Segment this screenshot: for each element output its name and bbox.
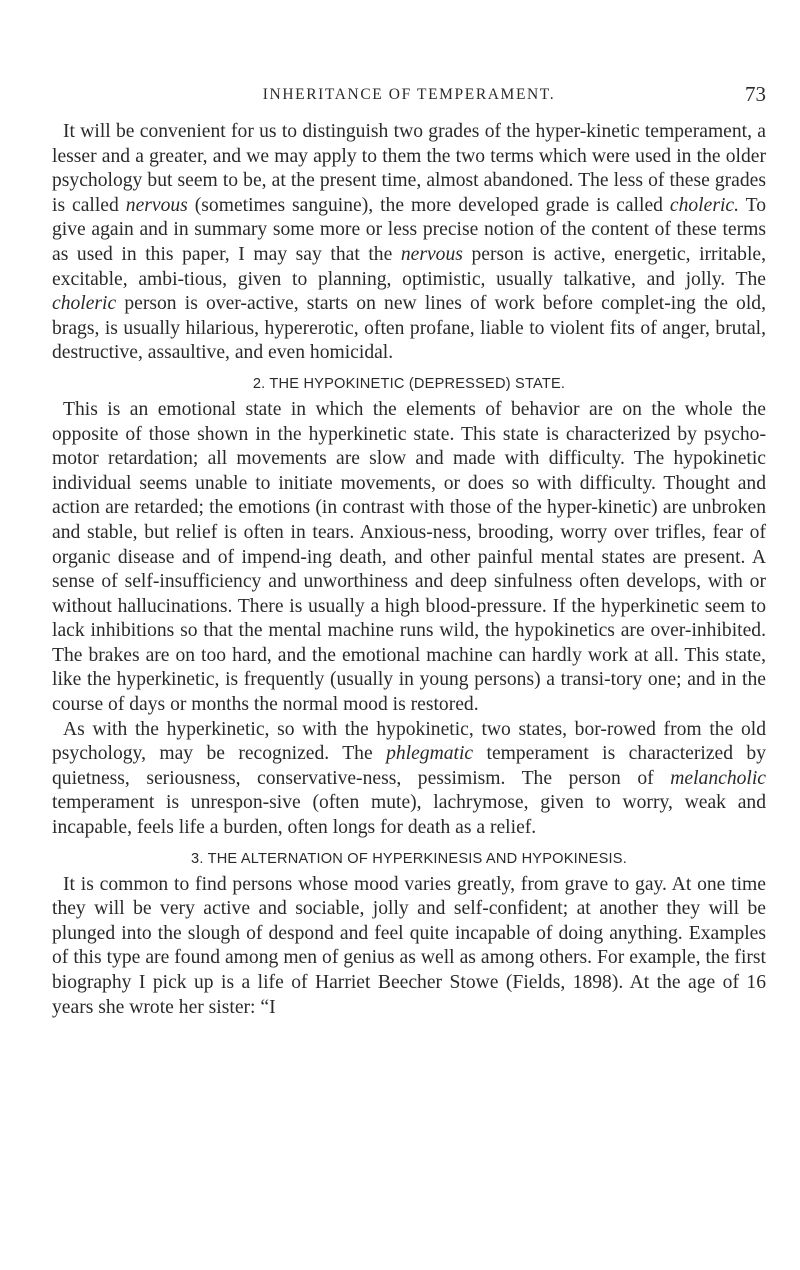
section-heading-alternation: 3. THE ALTERNATION OF HYPERKINESIS AND HYPOKINESIS. bbox=[191, 850, 627, 867]
page-number: 73 bbox=[745, 82, 766, 106]
text-span: (sometimes sanguine), the more developed grade is called bbox=[187, 194, 670, 216]
italic-term-nervous: nervous bbox=[400, 243, 463, 265]
text-span: person is over-active, starts on new lines of work before complet-ing the old, brags, is usually hilarious, hypererotic, often profane, liable to violent fits of anger, brutal, destructive, assaultive, and even homicidal. bbox=[52, 293, 766, 364]
text-span: It will be convenient for us to distinguish two grades of the hyper-kinetic temperament, a lesser and a greater, and we may apply to them the two terms which were used in the older psychology but seem to be, at the present time, almost abandoned. The less of these grades is called bbox=[52, 121, 766, 216]
text-span: temperament is unrespon-sive (often mute), lachrymose, given to worry, weak and incapable, feels life a burden, often longs for death as a relief. bbox=[52, 792, 766, 839]
text-span: person is active, energetic, irritable, excitable, ambi-tious, given to planning, optimistic, usually talkative, and jolly. The bbox=[52, 243, 766, 290]
running-header bbox=[52, 82, 766, 112]
running-title: INHERITANCE OF TEMPERAMENT. bbox=[262, 86, 556, 103]
italic-term-choleric: choleric bbox=[52, 293, 117, 315]
paragraph-hypokinetic-types bbox=[52, 718, 766, 841]
italic-term-choleric: choleric. bbox=[669, 194, 739, 216]
book-page bbox=[52, 82, 766, 1020]
italic-term-nervous: nervous bbox=[125, 194, 188, 216]
paragraph-alternation: It is common to find persons whose mood varies greatly, from grave to gay. At one time they will be very active and sociable, jolly and self-confident; at another they will be plunged into the slough of despond and feel quite incapable of doing anything. Examples of this type are found among men of genius as well as among others. For example, the first biography I pick up is a life of Harriet Beecher Stowe (Fields, 1898). At the age of 16 years she wrote her sister: “I bbox=[52, 873, 766, 1018]
text-span: temperament is characterized by quietness, seriousness, conservative-ness, pessimism. The person of bbox=[52, 743, 766, 789]
italic-term-phlegmatic: phlegmatic bbox=[386, 743, 474, 765]
paragraph-hyperkinetic-grades bbox=[52, 120, 766, 366]
italic-term-melancholic: melancholic bbox=[670, 767, 766, 789]
paragraph-hypokinetic-state: This is an emotional state in which the elements of behavior are on the whole the opposite of those shown in the hyperkinetic state. This state is characterized by psycho-motor retardation; all movements are slow and made with difficulty. The hypokinetic individual seems unable to initiate movements, or does so with difficulty. Thought and action are retarded; the emotions (in contrast with those of the hyper-kinetic) are unbroken and stable, but relief is often in tears. Anxious-ness, brooding, worry over trifles, fear of organic disease and of impend-ing death, and other painful mental states are present. A sense of self-insufficiency and unworthiness and deep sinfulness often develops, with or without hallucinations. There is usually a high blood-pressure. If the hyperkinetic seem to lack inhibitions so that the mental machine runs wild, the hypokinetics are over-inhibited. The brakes are on too hard, and the emotional machine can hardly work at all. This state, like the hyperkinetic, is frequently (usually in young persons) a transi-tory one; and in the course of days or months the normal mood is restored. bbox=[52, 398, 766, 716]
section-heading-hypokinetic: 2. THE HYPOKINETIC (DEPRESSED) STATE. bbox=[252, 375, 566, 392]
text-span: As with the hyperkinetic, so with the hypokinetic, two states, bor-rowed from the old psychology, may be recognized. The bbox=[52, 718, 766, 765]
text-span: To give again and in summary some more or less precise notion of the content of these terms as used in this paper, I may say that the bbox=[52, 194, 766, 265]
